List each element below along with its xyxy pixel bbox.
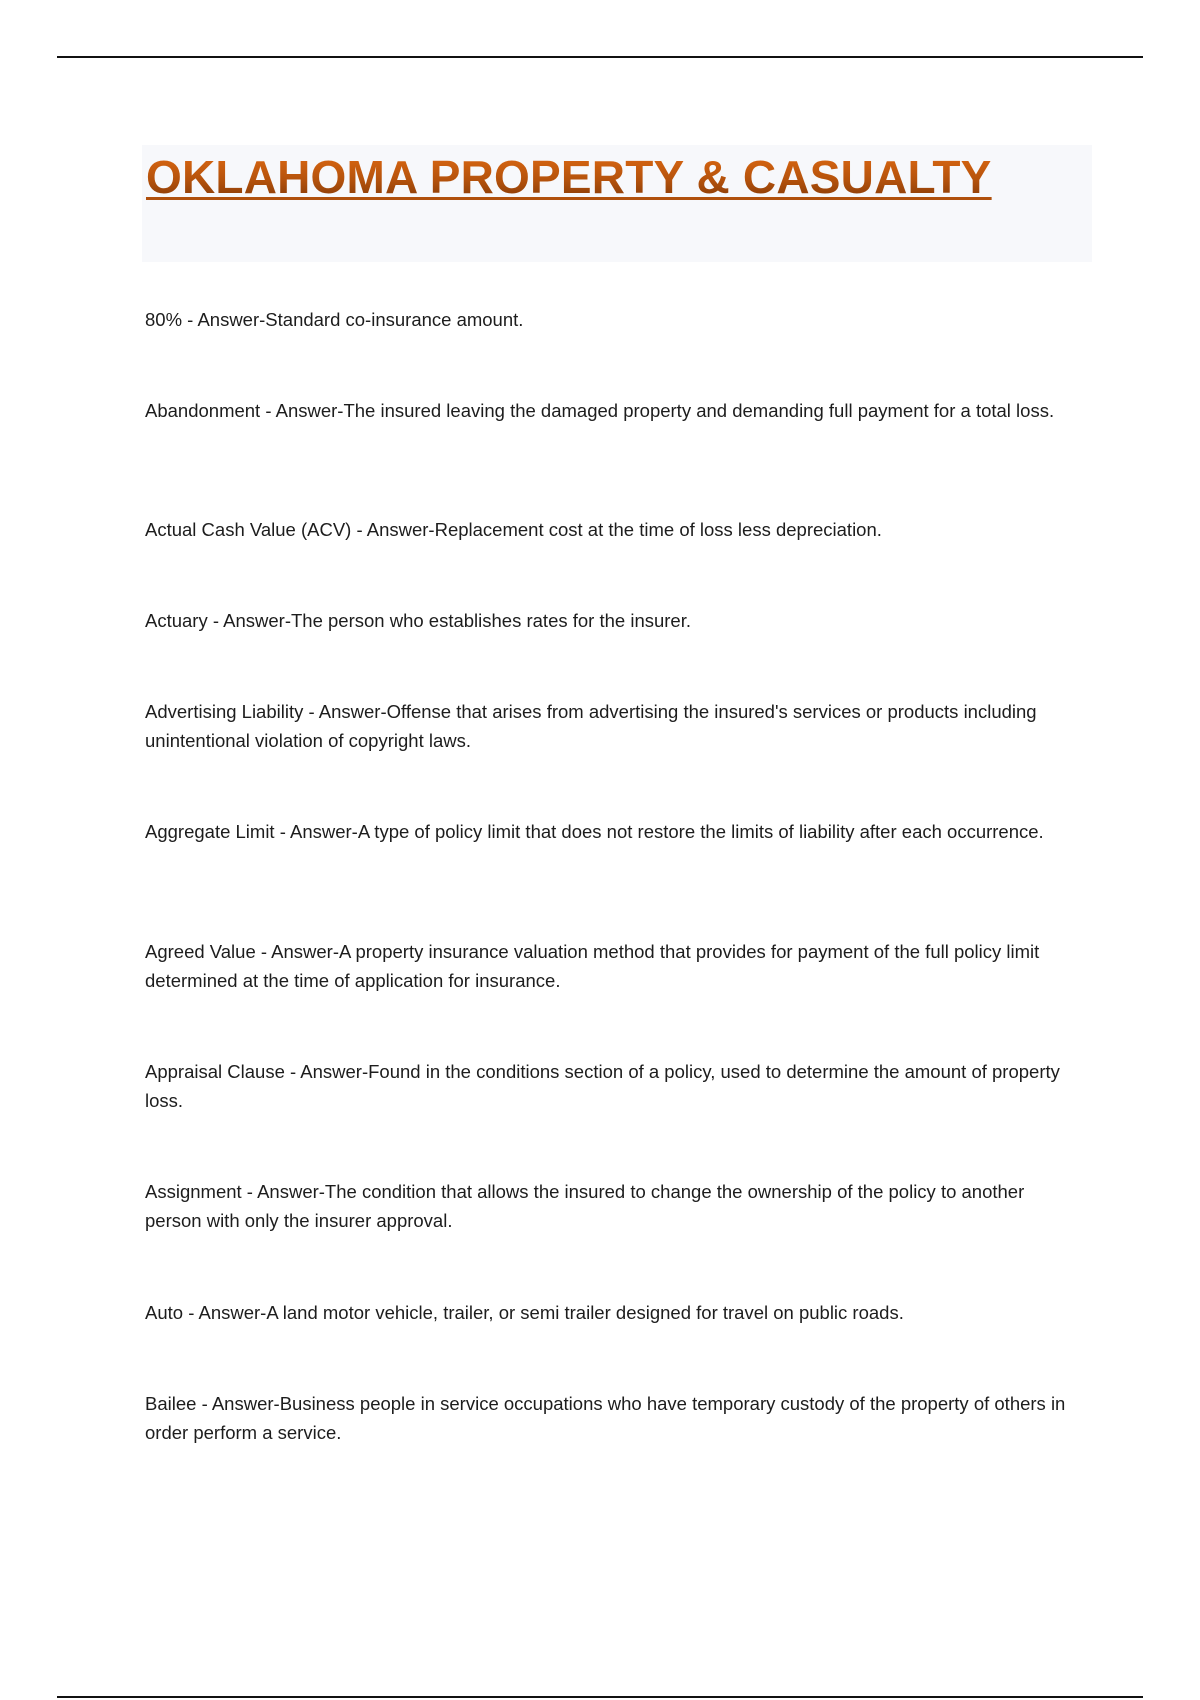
header-rule — [57, 56, 1143, 58]
glossary-entry: Appraisal Clause - Answer-Found in the conditions section of a policy, used to determine the amount of property loss. — [145, 1061, 1060, 1111]
glossary-entry: Actuary - Answer-The person who establishes rates for the insurer. — [145, 610, 692, 631]
glossary-entry: 80% - Answer-Standard co-insurance amount. — [145, 309, 524, 330]
glossary-entry: Auto - Answer-A land motor vehicle, trailer, or semi trailer designed for travel on public roads. — [145, 1302, 904, 1323]
glossary-entry: Assignment - Answer-The condition that allows the insured to change the ownership of the policy to another person with only the insurer approval. — [145, 1181, 1025, 1231]
document-title: OKLAHOMA PROPERTY & CASUALTY — [146, 151, 992, 203]
glossary-entry: Abandonment - Answer-The insured leaving the damaged property and demanding full payment for a total loss. — [145, 400, 1055, 421]
glossary-entry: Actual Cash Value (ACV) - Answer-Replacement cost at the time of loss less depreciation. — [145, 519, 882, 540]
glossary-entry: Advertising Liability - Answer-Offense that arises from advertising the insured's services or products including unintentional violation of copyright laws. — [145, 701, 1037, 751]
glossary-entry: Aggregate Limit - Answer-A type of policy limit that does not restore the limits of liability after each occurrence. — [145, 821, 1044, 842]
glossary-entry: Bailee - Answer-Business people in service occupations who have temporary custody of the property of others in order perform a service. — [145, 1393, 1066, 1443]
title-banner — [142, 145, 1092, 262]
footer-rule — [57, 1696, 1143, 1698]
glossary-entry: Agreed Value - Answer-A property insurance valuation method that provides for payment of the full policy limit determined at the time of application for insurance. — [145, 941, 1040, 991]
